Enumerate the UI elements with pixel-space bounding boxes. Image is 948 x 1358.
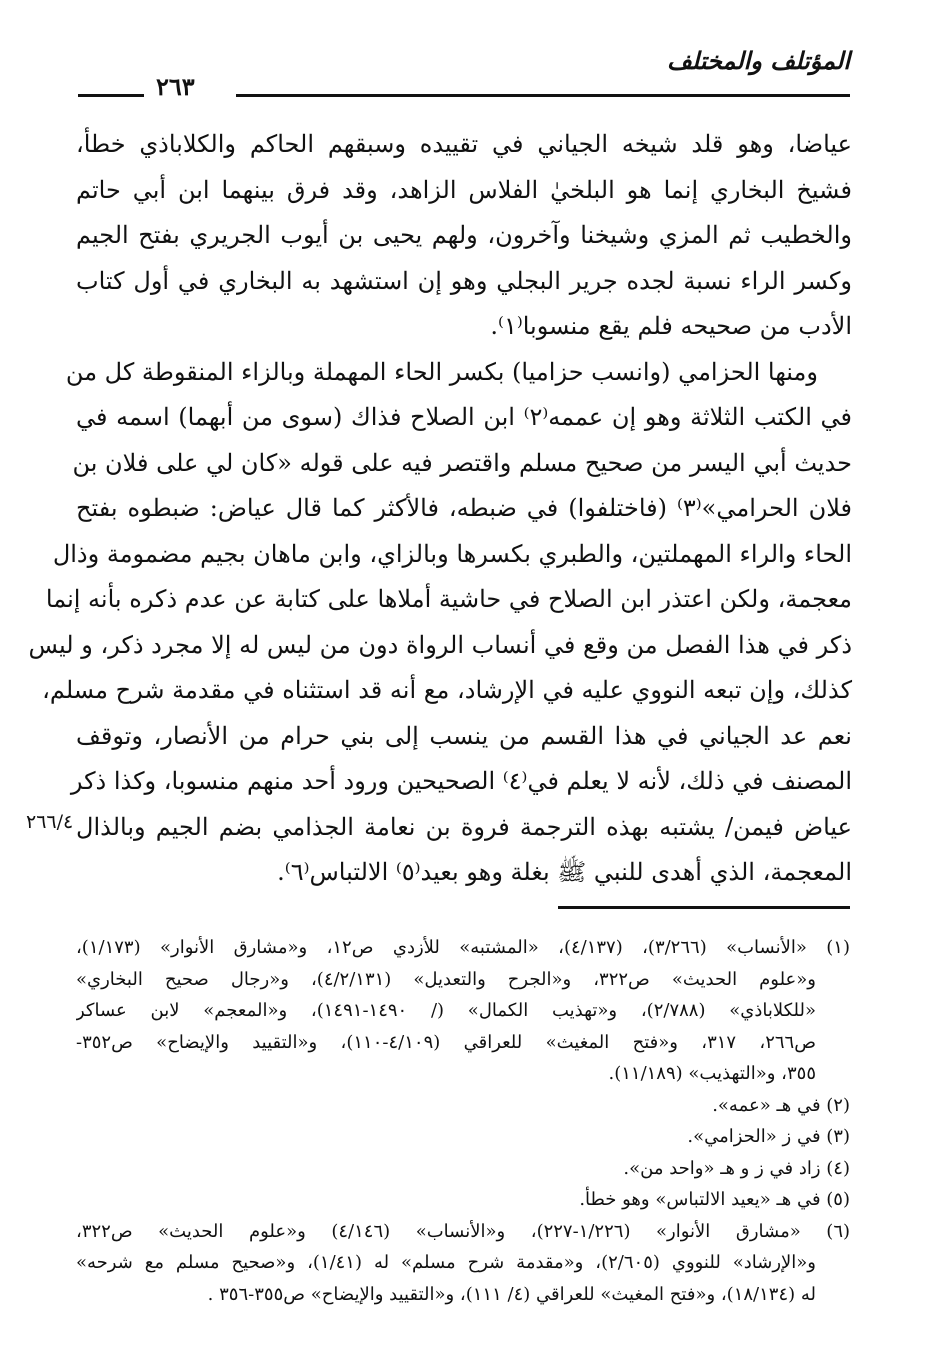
- body-line: والخطيب ثم المزي وشيخنا وآخرون، ولهم يحيى بن أيوب الجريري بفتح الجيم: [76, 221, 852, 249]
- footnote-line: ص٢٦٦، ٣١٧، و«فتح المغيث» للعراقي (٤/١٠٩-١١٠)، و«التقييد والإيضاح» ص٣٥٢-: [76, 1031, 816, 1053]
- body-line: عياض فيمن/ يشتبه بهذه الترجمة فروة بن نعامة الجذامي بضم الجيم وبالذال: [76, 812, 852, 841]
- body-line: فلان الحرامي»⁽٣⁾ (فاختلفوا) في ضبطه، فالأكثر كما قال عياض: ضبطوه بفتح: [76, 494, 852, 522]
- header-rule-left: [78, 94, 144, 97]
- footnote-line: و«علوم الحديث» ص٣٢٢، و«الجرح والتعديل» (٤/٢/١٣١)، و«رجال صحيح البخاري»: [76, 968, 816, 990]
- page-number: ٢٦٣: [156, 72, 195, 101]
- footnotes: [76, 932, 850, 1310]
- footnote-line: ٣٥٥، و«التهذيب» (١١/١٨٩).: [608, 1063, 816, 1084]
- running-title: المؤتلف والمختلف: [666, 46, 850, 75]
- footnote-line: (١) «الأنساب» (٣/٢٦٦)، (٤/١٣٧)، «المشتبه» للأزدي ص١٢، و«مشارق الأنوار» (١/١٧٣)،: [76, 937, 850, 958]
- footnote-rule: [558, 906, 850, 909]
- body-line: المعجمة، الذي أهدى للنبي ﷺ بغلة وهو بعيد⁽٥⁾ الالتباس⁽٦⁾.: [277, 858, 852, 886]
- footnote-line: و«الإرشاد» للنووي (٢/٦٠٥)، و«مقدمة شرح مسلم» له (١/٤١)، و«صحيح مسلم مع شرحه»: [76, 1252, 816, 1273]
- footnote-line: (٣) في ز «الحزامي».: [687, 1126, 850, 1147]
- page-header: [74, 38, 850, 101]
- body-line: في الكتب الثلاثة وهو إن عممه⁽٢⁾ ابن الصلاح فذاك (سوى من أبهما) اسمه في: [76, 403, 852, 431]
- body-line: الحاء والراء المهملتين، والطبري بكسرها وبالزاي، وابن ماهان بجيم مضمومة وذال: [52, 539, 852, 568]
- body-line: فشيخ البخاري إنما هو البلخيٰ الفلاس الزاهد، وقد فرق بينهما ابن أبي حاتم: [76, 175, 852, 204]
- body-line: الأدب من صحيحه فلم يقع منسوبا⁽١⁾.: [490, 312, 852, 340]
- body-line: كذلك، وإن تبعه النووي عليه في الإرشاد، مع أنه قد استثناه في مقدمة شرح مسلم،: [42, 676, 852, 704]
- footnote-line: له (١٨/١٣٤)، و«فتح المغيث» للعراقي (٤/ ١١١)، و«التقييد والإيضاح» ص٣٥٥-٣٥٦ .: [207, 1283, 816, 1305]
- footnote-line: (٤) زاد في ز و هـ «واحد من».: [623, 1157, 850, 1179]
- footnote-line: (٥) في هـ «يعيد الالتباس» وهو خطأ.: [579, 1189, 850, 1210]
- body-line: معجمة، ولكن اعتذر ابن الصلاح في حاشية أملاها على كتابة عن عدم ذكره بأنه إنما: [45, 585, 852, 613]
- margin-note: ٢٦٦/٤: [26, 811, 74, 833]
- footnote-line: «للكلاباذي» (٢/٧٨٨)، و«تهذيب الكمال» (/ ١٤٩٠-١٤٩١)، و«المعجم» لابن عساكر: [76, 1000, 816, 1021]
- body-line: عياضا، وهو قلد شيخه الجياني في تقييده وسبقهم الحاكم والكلاباذي خطأ،: [76, 130, 852, 158]
- body-line: حديث أبي اليسر من صحيح مسلم واقتصر فيه على قوله «كان لي على فلان بن: [72, 448, 852, 477]
- body-line: المصنف في ذلك، لأنه لا يعلم في⁽٤⁾ الصحيحين ورود أحد منهم منسوبا، وكذا ذكر: [70, 767, 852, 795]
- header-rule-right: [236, 94, 850, 97]
- body-line: ومنها الحزامي (وانسب حزاميا) بكسر الحاء المهملة وبالزاء المنقوطة كل من: [65, 357, 818, 386]
- footnote-line: (٢) في هـ «عمه».: [712, 1094, 850, 1116]
- footnote-line: (٦) «مشارق الأنوار» (١/٢٢٦-٢٢٧)، و«الأنساب» (٤/١٤٦) و«علوم الحديث» ص٣٢٢،: [76, 1220, 850, 1242]
- body-line: نعم عد الجياني في هذا القسم من ينسب إلى بني حرام من الأنصار، وتوقف: [76, 721, 852, 750]
- body-line: ذكر في هذا الفصل من وقع في أنساب الرواة دون من ليس له إلا مجرد ذكر، و ليس: [28, 630, 852, 659]
- body-line: وكسر الراء نسبة لجده جرير البجلي وهو إن استشهد به البخاري في أول كتاب: [76, 266, 852, 295]
